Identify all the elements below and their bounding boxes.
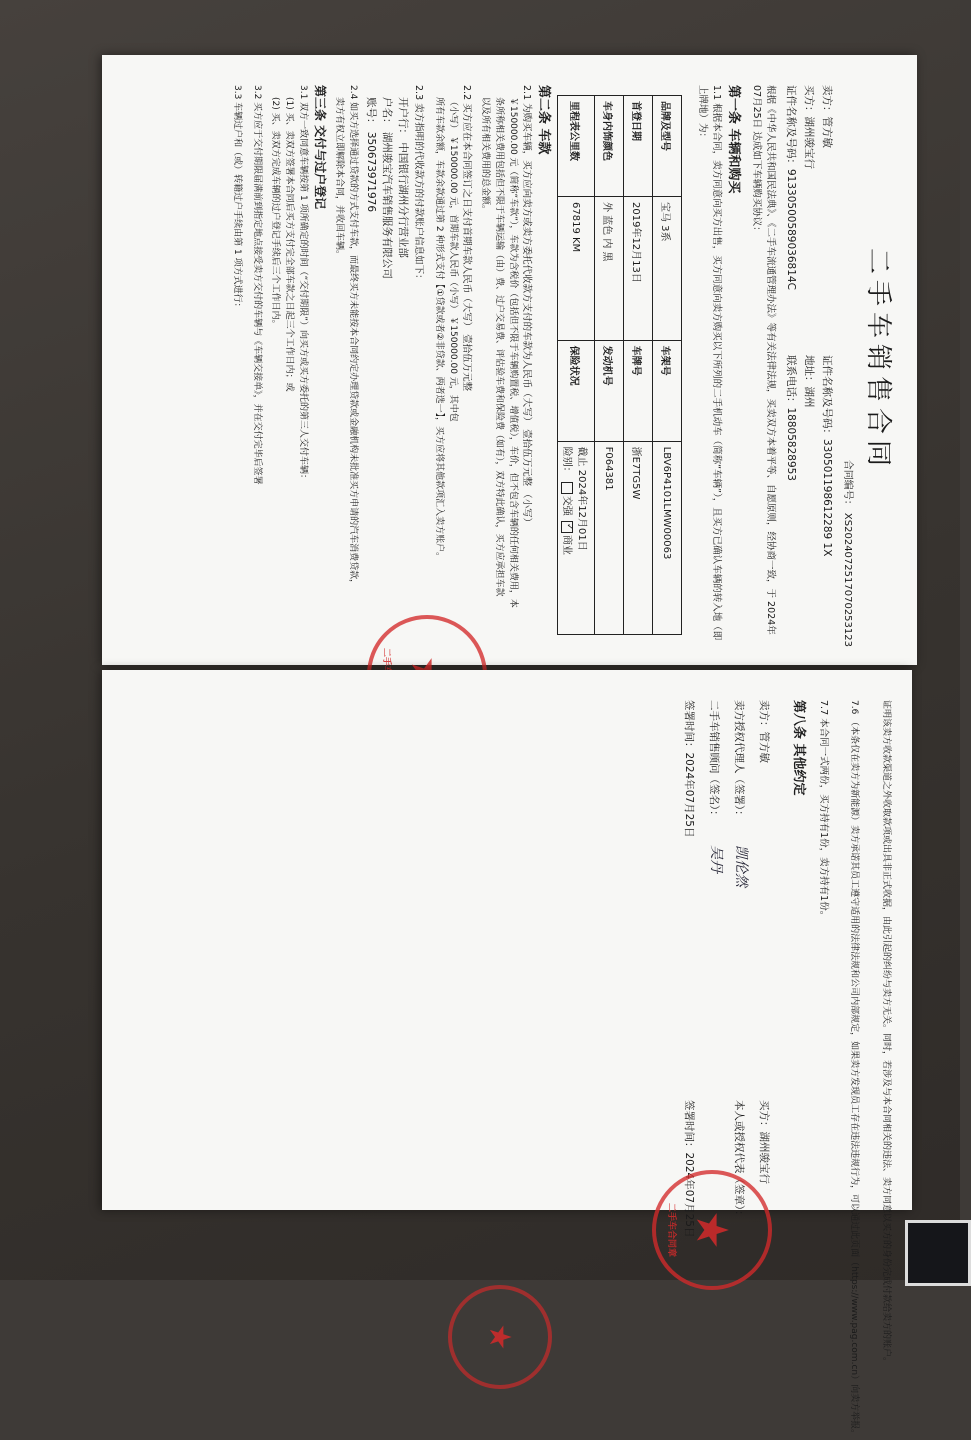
table-cell: 2019年12月13日 [624,197,653,341]
insurance-option: 交强 [561,495,572,516]
clause-2-1-cont: ￥150000.00 元（简称“车款”），车款为含税价（包括但不限于车辆购置税、增值税），车价，但不包含车辆的任何相关费用，本 [508,97,518,608]
article-2-heading: 第二条 车款 [536,85,551,155]
clause-3-1-a: (1) 买、卖双方签署本合同后买方支付完全部车款之日起三个工作日内；或 [284,97,294,392]
signature-agent-label: 卖方授权代理人（签署）： [733,700,745,821]
article-3-heading: 第三条 交付与过户登记 [313,85,327,210]
table-cell: 保险状况 [558,340,595,441]
checkbox [561,482,573,494]
table-cell: F064381 [595,441,624,634]
table-cell: 车牌号 [624,340,653,441]
clause-top: 证明该卖方收款渠道之外收取款项或出具非正式收据，由此引起的纠纷与卖方无关。同时，若涉及与本合同相关的违法、卖方同意以买方的身份完成付款给卖方的账户。 [881,700,891,1367]
red-company-seal [652,1170,772,1290]
bank-row [396,97,411,258]
clause-3-3: 3.3 车辆过户和（或）转籍过户手续由第 1 项方式进行： [232,85,242,312]
clause-2-4-cont: 卖方有权立即解除本合同，并收回车辆。 [334,97,344,260]
device-corner [905,1220,971,1286]
clause-2-3: 2.3 卖方指明的代收款方的付款账户信息如下： [413,85,424,284]
table-row [595,96,624,635]
account-name-row [380,97,395,279]
clause-7-7: 7.7 本合同一式两份，买方持有1份，卖方持有1份。 [818,700,829,921]
account-no-value: 350673971976 [365,131,377,213]
table-cell: 发动机号 [595,340,624,441]
buyer-line: 买方：湖州骏宝行 [803,85,815,169]
contract-page-1 [102,55,917,665]
seal-text: 二手车合同章 [666,1202,676,1257]
clause-3-1-b: (2) 买、卖双方完成车辆的过户登记手续后三个工作日内。 [270,97,280,329]
table-cell: 浙E7TG5W [624,441,653,634]
insurance-cell [558,441,595,634]
checkbox [561,521,573,533]
clause-2-1-cont: 条所称相关费用包括但不限于车辆运输（由）费、过户交易费、评估验车费和保险费（如有），双方特此确认，买方应承担车款 [494,97,504,597]
article-8-heading: 第八条 其他约定 [791,700,806,796]
table-cell: 里程表公里数 [558,96,595,197]
table-cell: 首登日期 [624,96,653,197]
bank-label: 开户行： [397,97,409,139]
table-cell: 外 蓝色 内 黑 [595,197,624,341]
table-row [558,96,595,635]
table-cell: 车架号 [653,340,682,441]
account-no-label: 账号： [365,97,377,129]
contract-number: 合同编号： XS2024072517070253123 [842,459,853,647]
clause-2-4: 2.4 如买方选择通过贷款的方式支付车款，而最终买方未能按本合同约定办理贷款或金融机构未批准买方申请的汽车消费贷款， [348,85,358,589]
account-name-label: 户名： [381,97,393,129]
signature-seller: 卖方：管方敏 [758,700,770,763]
signature-agent-name: 凯伦然 [733,845,749,887]
article-1-heading: 第一条 车辆和购买 [726,85,741,194]
seller-id: 证件名称及号码：330501198612289 1X [821,355,833,557]
buyer-credit-code: 证件名称及号码：91330500589036814C [785,85,797,290]
clause-2-1: 2.1 为购买车辆，买方应向卖方或卖方委托代收款方支付的车款为人民币（大写） 壹拾伍万元整 （小写） [521,85,532,528]
seal-star-icon: ★ [686,1210,738,1250]
contract-basis: 根据《中华人民共和国民法典》、《二手车流通管理办法》等有关法律法规，买卖双方本着平等、自愿原则，经协商一致，于 2024年07月25日 达成如下车辆购买协议： [751,85,776,635]
buyer-phone: 联系电话：18805828953 [785,355,797,481]
seller-line: 卖方：管方敏 [821,85,833,148]
buyer-address: 地址：湖州 [803,355,815,408]
bank-value: 中国银行湖州分行营业部 [397,142,409,258]
signature-consultant-label: 二手车销售顾问（签名）： [708,700,720,821]
table-row [653,96,682,635]
red-company-seal [448,1285,552,1389]
insurance-type-label: 险别： [561,446,572,477]
clause-3-2: 3.2 买方应于交付期限届满前到指定地点接受卖方交付的车辆与《车辆交接单》，并在交付完毕后签署 [252,85,262,485]
contract-page-2 [102,670,912,1439]
insurance-option: 商业 [561,535,572,555]
seal-star-icon: ★ [482,1323,518,1351]
clause-1-1: 1.1 根据本合同，卖方同意向买方出售，买方同意向卖方购买以下所列的二手机动车（简称“车辆”），且买方已确认车辆的转入地（即上牌地）为： [697,85,722,641]
clause-2-2-cont: 所有车款余额，车款余款通过第 2 种形式支付【①贷款或者②非贷款、两者选一】，买方应将其他款项汇入卖方账户。 [434,97,444,562]
clause-2-1-cont: 以及所有相关费用的总金额。 [480,97,490,215]
clause-3-1: 3.1 双方一致同意车辆按第 1 项所确定的时间（“交付期限”）向买方或买方委托的第三人交付车辆： [298,85,308,483]
table-cell: 品牌及型号 [653,96,682,197]
account-name-value: 湖州骏宝汽车销售服务有限公司 [381,131,393,279]
table-cell: LBV6P4101LMW00063 [653,441,682,634]
table-cell: 宝马 3系 [653,197,682,341]
table-cell: 67819 KM [558,197,595,341]
clause-2-2-cont: （小写） ￥150000.00 元，首期车款人民币（小写） ￥150000.00 元，其中包 [448,97,458,422]
contract-title: 二手车销售合同 [863,247,893,472]
buyer-signature: 买方：湖州骏宝行 [758,1100,770,1184]
buyer-date: 签署时间：2024年07月25日 [683,1100,695,1238]
buyer-agent-label: 本人或授权代表（签章）： [733,1100,745,1221]
clause-2-2: 2.2 买方应在本合同签订之日支付首期车款人民币（大写） 壹拾伍万元整 [461,85,472,392]
table-row [624,96,653,635]
account-no-row [364,97,379,212]
clause-7-6: 7.6 （本条仅在卖方为新能源）卖方承诺其员工遵守适用的法律法规和公司内部规定，如果卖方发现员工存在违法违规行为，可以通过此页面（https://www.pag.com.cn）向卖方举报。 [849,700,859,1439]
vehicle-info-table [557,95,682,635]
table-cell: 车身内饰颜色 [595,96,624,197]
insurance-expiry: 截止 2024年12月01日 [576,446,587,551]
signature-consultant-name: 吴丹 [708,845,724,873]
signature-date: 签署时间：2024年07月25日 [683,700,695,838]
